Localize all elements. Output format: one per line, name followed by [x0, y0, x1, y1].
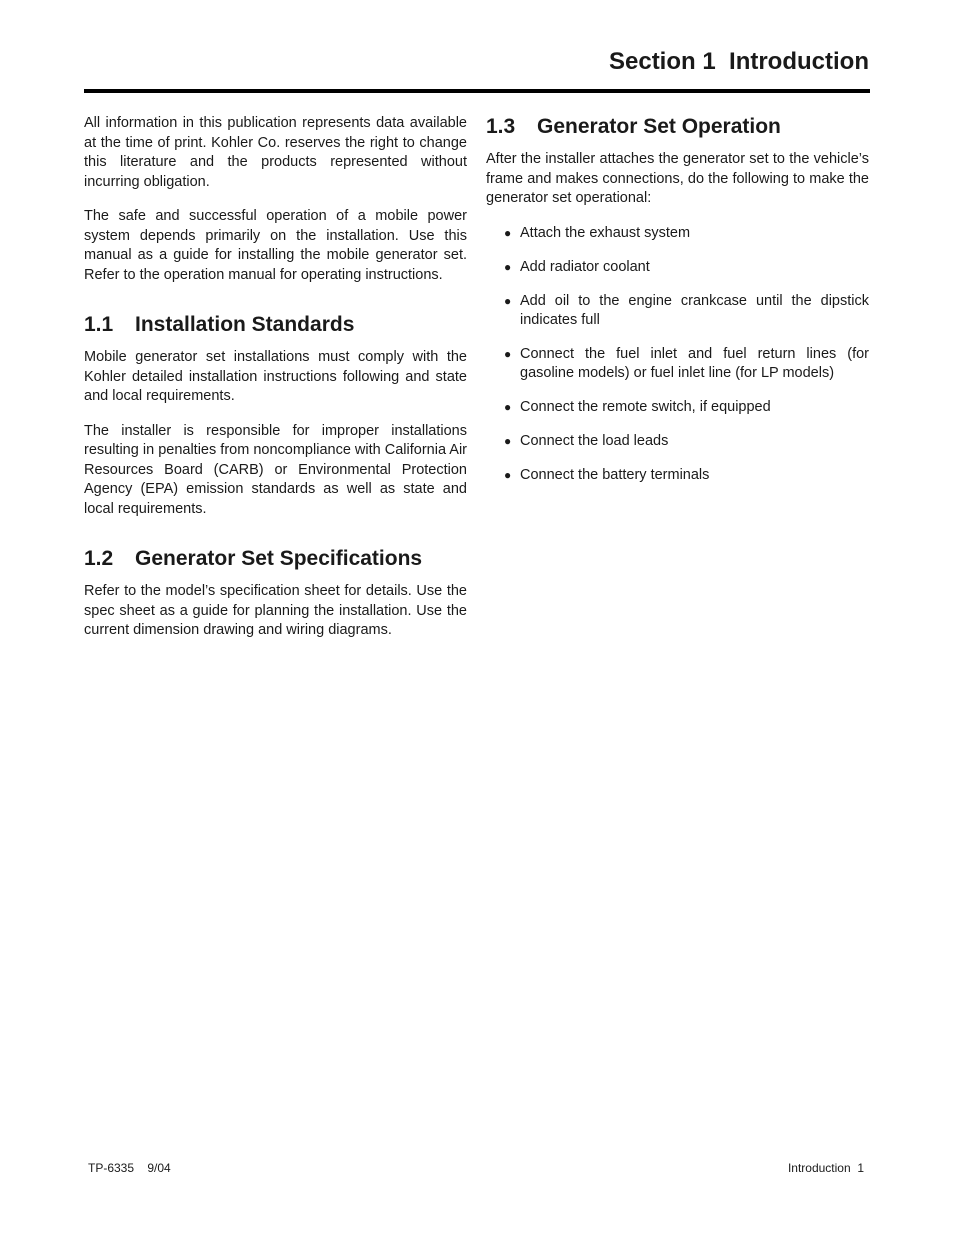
section-heading-text: Installation Standards — [135, 313, 355, 336]
list-item-text: Connect the fuel inlet and fuel return lines (for gasoline models) or fuel inlet line (for LP models) — [520, 345, 869, 381]
heading-generator-set-operation — [486, 114, 869, 140]
list-item — [486, 432, 869, 451]
left-column — [84, 114, 467, 656]
list-item — [486, 258, 869, 277]
section-title: Section 1 Introduction — [608, 48, 869, 75]
intro-paragraph: The safe and successful operation of a mobile power system depends primarily on the installation. Use this manual as a guide for installing the mobile generator set. Refer to the operation manual for operating instructions. — [84, 208, 467, 283]
header-rule — [84, 89, 870, 93]
list-item-text: Connect the load leads — [520, 432, 669, 449]
list-item-text: Connect the remote switch, if equipped — [520, 398, 771, 415]
list-item-text: Add radiator coolant — [520, 258, 650, 275]
bullet-icon: ● — [504, 433, 512, 448]
footer-page-label: Introduction 1 — [787, 1161, 864, 1175]
body-paragraph: Mobile generator set installations must comply with the Kohler detailed installation instructions following and state and local requirements. — [84, 349, 467, 404]
operation-steps-list — [486, 224, 869, 485]
intro-paragraph: All information in this publication represents data available at the time of print. Kohler Co. reserves the right to change this literature and the products represented without incurring obligation. — [84, 115, 467, 190]
section-heading-text: Generator Set Operation — [537, 115, 781, 138]
body-paragraph: The installer is responsible for improper installations resulting in penalties from noncompliance with California Air Resources Board (CARB) or Environmental Protection Agency (EPA) emission standards as well as state and local requirements. — [84, 422, 467, 517]
section-number: 1.1 — [84, 313, 114, 336]
list-item-text: Add oil to the engine crankcase until the dipstick indicates full — [520, 292, 869, 328]
section-number: 1.3 — [486, 115, 516, 138]
bullet-icon: ● — [504, 467, 512, 482]
bullet-icon: ● — [504, 225, 512, 240]
section-number: 1.2 — [84, 547, 114, 570]
list-item — [486, 398, 869, 417]
heading-installation-standards — [84, 312, 467, 338]
bullet-icon: ● — [504, 293, 512, 308]
list-item — [486, 224, 869, 243]
bullet-icon: ● — [504, 399, 512, 414]
bullet-icon: ● — [504, 346, 512, 361]
list-item-text: Attach the exhaust system — [520, 224, 691, 241]
footer-document-id: TP-6335 9/04 — [88, 1161, 171, 1175]
right-column — [486, 114, 869, 500]
body-paragraph: After the installer attaches the generator set to the vehicle’s frame and makes connections, do the following to make the generator set operational: — [486, 151, 869, 206]
list-item — [486, 345, 869, 383]
section-heading-text: Generator Set Specifications — [135, 547, 423, 570]
list-item — [486, 292, 869, 330]
list-item — [486, 466, 869, 485]
bullet-icon: ● — [504, 259, 512, 274]
body-paragraph: Refer to the model’s specification sheet for details. Use the spec sheet as a guide for planning the installation. Use the current dimension drawing and wiring diagrams. — [84, 583, 467, 638]
list-item-text: Connect the battery terminals — [520, 466, 710, 483]
heading-generator-set-specifications — [84, 546, 467, 572]
